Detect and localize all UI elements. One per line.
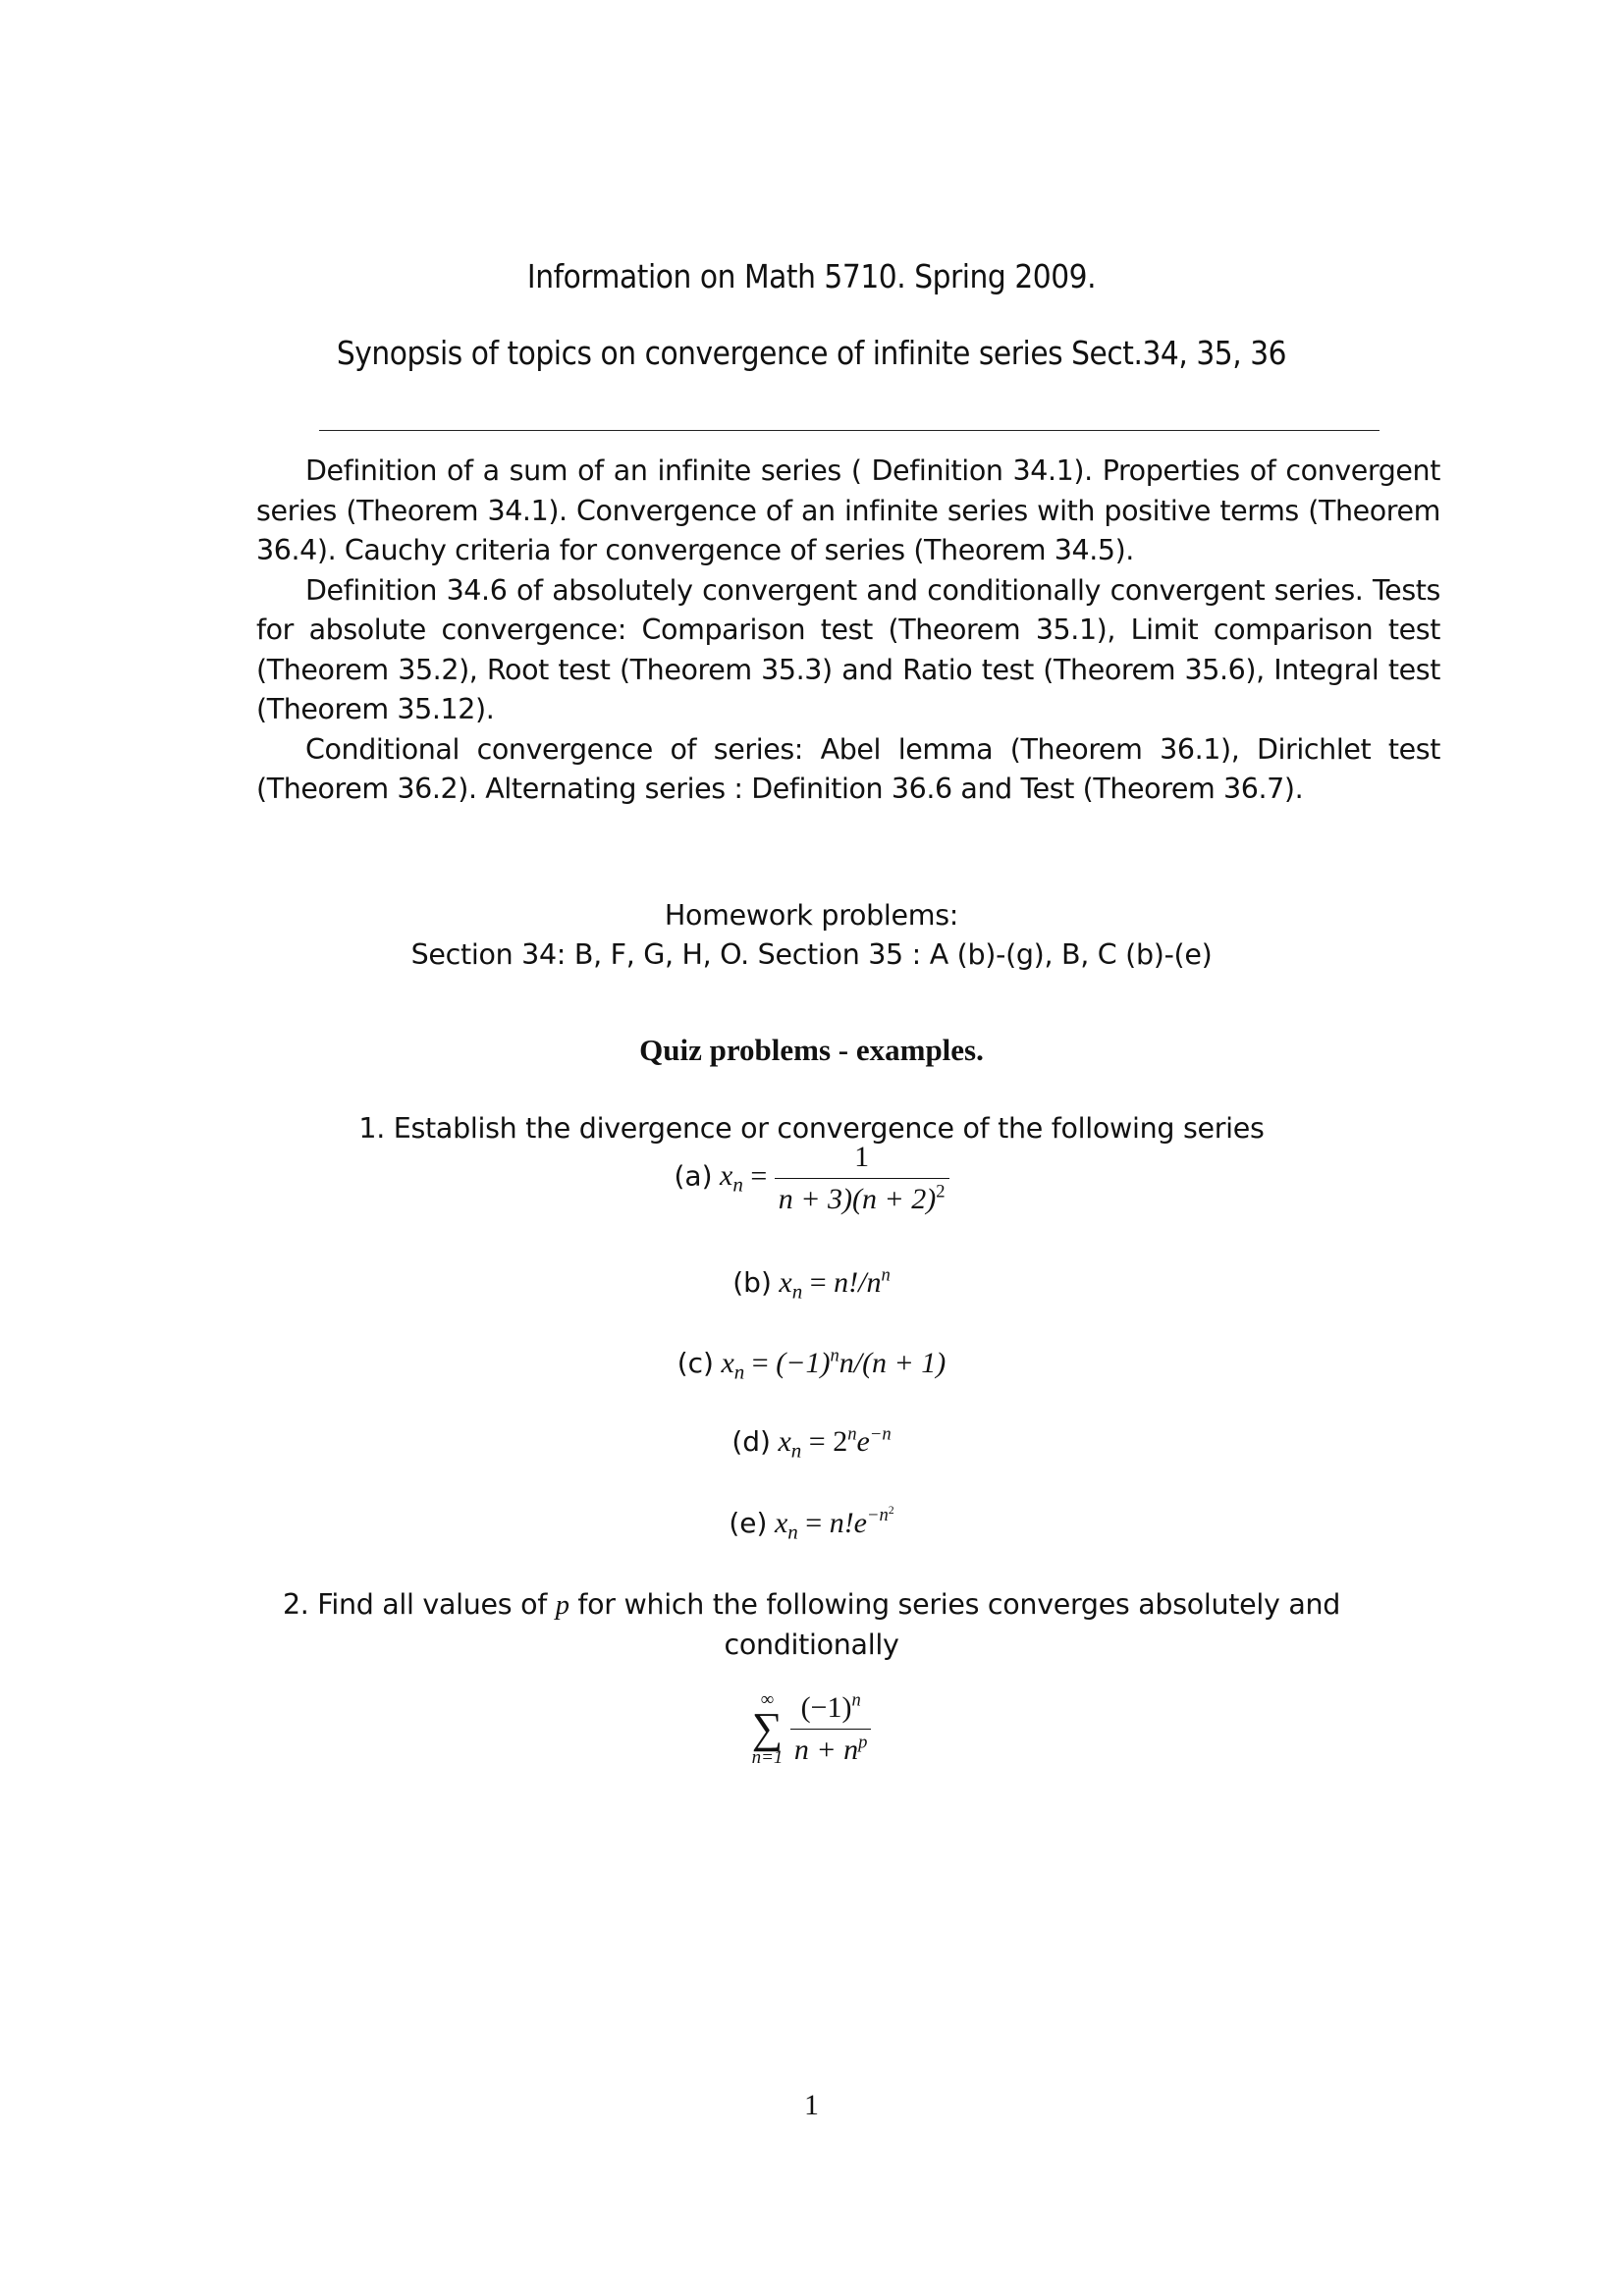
exponent: −n	[867, 1505, 889, 1526]
expression: 2	[833, 1425, 848, 1458]
series-summation	[0, 1690, 1623, 1767]
expression: n!/n	[834, 1266, 882, 1299]
homework-heading: Homework problems:	[664, 899, 959, 932]
var-x: x	[774, 1507, 788, 1539]
expression: e	[856, 1425, 870, 1458]
page-number: 1	[804, 2089, 819, 2121]
item-label: (e)	[729, 1507, 768, 1539]
fraction	[775, 1141, 949, 1216]
exponent: n	[881, 1264, 891, 1286]
document-title: Information on Math 5710. Spring 2009.	[526, 257, 1097, 295]
exponent: −n	[869, 1423, 892, 1445]
item-label: (b)	[732, 1266, 772, 1299]
fraction-denominator: n + n	[793, 1733, 859, 1766]
series-item-d: (d) $x_n = 2^ne^{-n}$	[731, 1423, 892, 1463]
synopsis-paragraph: Definition 34.6 of absolutely convergent and conditionally convergent series. Tests for absolute convergence: Comparison test (Theorem 35.1), Limit comparison test (Theorem 35.2), Root test (Theorem 35.3) and Ratio test (Theorem 35.6), Integral test (Theorem 35.12).	[256, 573, 1440, 725]
prompt-text: for which the following series converges absolutely and	[568, 1588, 1341, 1621]
expression: (−1)	[776, 1347, 831, 1379]
var-x: x	[779, 1266, 792, 1299]
var-x: x	[721, 1347, 734, 1379]
horizontal-rule	[319, 430, 1380, 431]
sum-upper-limit: ∞	[760, 1689, 775, 1710]
synopsis-section	[256, 452, 1440, 810]
fraction	[790, 1688, 872, 1767]
series-item-a: (a) $x_n$ = $\frac{1}{n + 3)(n + 2)^2}$	[0, 1141, 1623, 1216]
exponent: 2	[936, 1181, 946, 1202]
exponent: n	[847, 1423, 857, 1445]
fraction-numerator: 1	[854, 1141, 870, 1173]
problem-1-prompt: 1. Establish the divergence or convergence of the following series	[358, 1112, 1265, 1145]
item-label: (d)	[731, 1425, 771, 1458]
expression: n!e	[829, 1507, 867, 1539]
synopsis-paragraph: Conditional convergence of series: Abel lemma (Theorem 36.1), Dirichlet test (Theorem 36.2). Alternating series : Definition 36.6 and Test (Theorem 36.7).	[256, 732, 1440, 805]
problem-2-prompt-line2: conditionally	[724, 1629, 899, 1661]
expression: n/(n + 1)	[839, 1347, 947, 1379]
var-p: p	[555, 1590, 569, 1621]
sum-lower-limit: n=1	[751, 1747, 784, 1768]
exponent-of-exponent: 2	[888, 1505, 894, 1518]
subscript-n: n	[733, 1360, 745, 1384]
series-item-c: (c) $x_n = (-1)^nn/(n + 1)$	[676, 1345, 947, 1384]
document-subtitle: Synopsis of topics on convergence of infinite series Sect.34, 35, 36	[336, 334, 1287, 372]
problem-2-prompt	[0, 1588, 1623, 1622]
var-x: x	[778, 1425, 791, 1458]
prompt-text: 2. Find all values of	[282, 1588, 556, 1621]
subscript-n: n	[787, 1520, 798, 1544]
fraction-numerator: (−1)	[800, 1690, 852, 1724]
quiz-heading: Quiz problems - examples.	[639, 1033, 984, 1067]
exponent: n	[830, 1345, 839, 1366]
subscript-n: n	[791, 1279, 803, 1304]
fraction-denominator: n + 3)(n + 2)	[778, 1183, 937, 1215]
exponent: p	[858, 1731, 868, 1752]
item-label: (c)	[676, 1347, 714, 1379]
sigma-icon: ∑	[751, 1704, 784, 1752]
synopsis-paragraph: Definition of a sum of an infinite series ( Definition 34.1). Properties of convergent series (Theorem 34.1). Convergence of an infinite series with positive terms (Theorem 36.4). Cauchy criteria for convergence of series (Theorem 34.5).	[256, 454, 1440, 566]
subscript-n: n	[790, 1438, 802, 1463]
item-label: (a)	[674, 1159, 713, 1193]
homework-assignment: Section 34: B, F, G, H, O. Section 35 : A (b)-(g), B, C (b)-(e)	[410, 938, 1213, 971]
series-item-b: (b) $x_n = n!/n^n$	[732, 1264, 891, 1304]
summation	[752, 1690, 784, 1767]
subscript-n: n	[732, 1172, 743, 1197]
exponent: n	[851, 1688, 861, 1710]
var-x: x	[720, 1159, 733, 1193]
series-item-e: (e) $x_n = n!e^{-n^2}$	[729, 1505, 894, 1544]
